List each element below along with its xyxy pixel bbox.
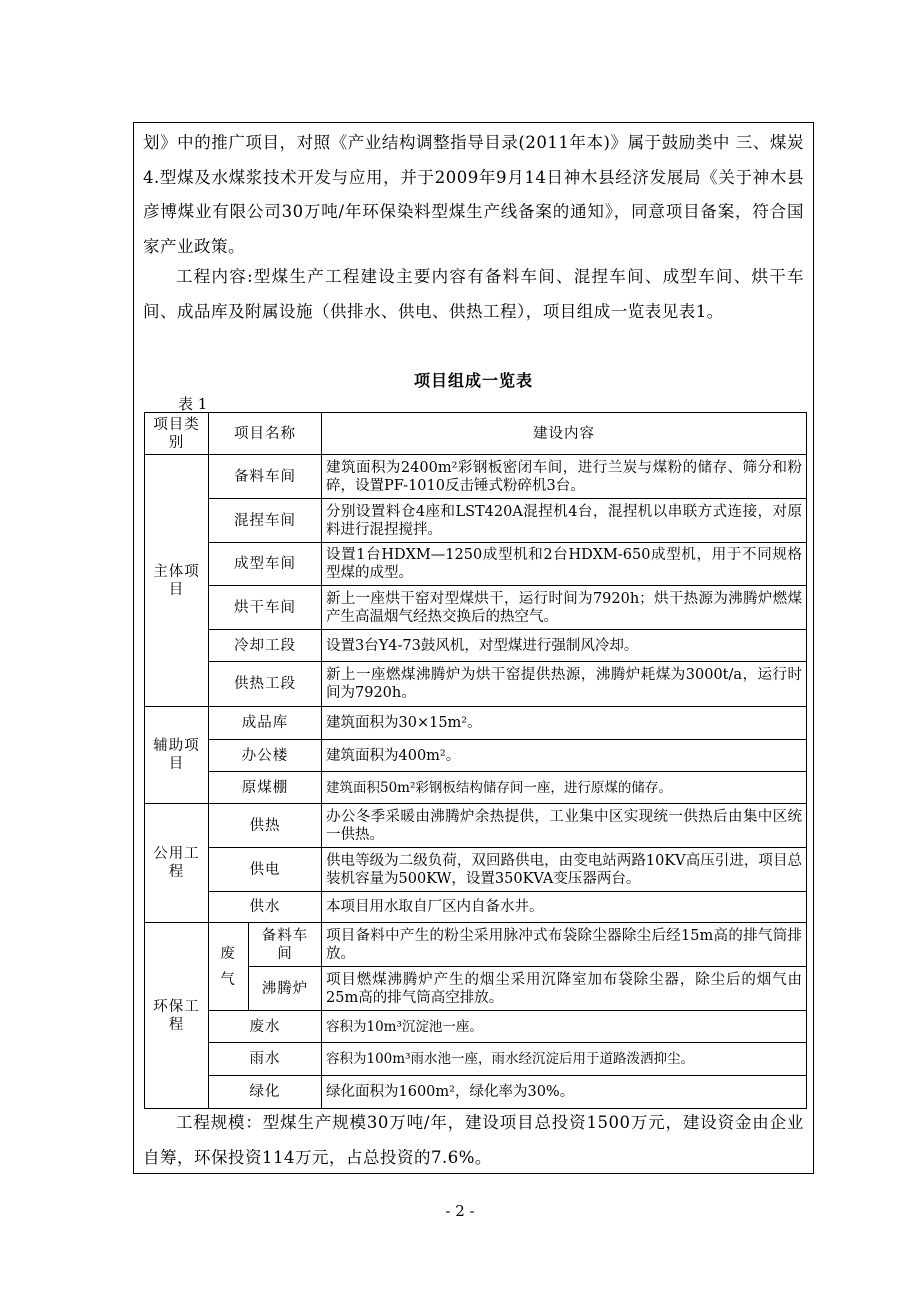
table-row — [145, 848, 807, 892]
table-row — [145, 740, 807, 772]
table-row — [145, 923, 807, 967]
subcategory-waste-gas: 废气 — [209, 923, 249, 1011]
row-name: 原煤棚 — [209, 772, 322, 804]
row-name: 烘干车间 — [209, 586, 322, 630]
row-name: 供热工段 — [209, 662, 322, 707]
row-name: 废水 — [209, 1011, 322, 1043]
table-label: 表 1 — [178, 395, 208, 413]
intro-paragraph: 划》中的推广项目，对照《产业结构调整指导目录(2011年本)》属于鼓励类中 三、煤炭 4.型煤及水煤浆技术开发与应用，并于2009年9月14日神木县经济发展局《关于神木县彦博煤业有限公司30万吨/年环保染料型煤生产线备案的通知》，同意项目备案，符合国家产业政策。 — [143, 133, 804, 256]
row-name: 绿化 — [209, 1076, 322, 1109]
row-content: 建筑面积50m²彩钢板结构储存间一座，进行原煤的储存。 — [322, 772, 807, 804]
row-content: 新上一座烘干窑对型煤烘干，运行时间为7920h；烘干热源为沸腾炉燃煤产生高温烟气经热交换后的热空气。 — [322, 586, 807, 630]
table-row — [145, 892, 807, 923]
row-name: 办公楼 — [209, 740, 322, 772]
row-name: 供水 — [209, 892, 322, 923]
table-row — [145, 455, 807, 499]
row-content: 容积为100m³雨水池一座，雨水经沉淀后用于道路泼洒抑尘。 — [322, 1043, 807, 1076]
header-category: 项目类别 — [145, 413, 209, 455]
row-content: 建筑面积为2400m²彩钢板密闭车间，进行兰炭与煤粉的储存、筛分和粉碎，设置PF-1010反击锤式粉碎机3台。 — [322, 455, 807, 499]
row-name: 混捏车间 — [209, 499, 322, 543]
table-row — [145, 772, 807, 804]
row-name: 沸腾炉 — [249, 967, 322, 1011]
page-number: - 2 - — [445, 1202, 475, 1220]
category-public: 公用工程 — [145, 804, 209, 923]
row-name: 供电 — [209, 848, 322, 892]
category-env: 环保工程 — [145, 923, 209, 1109]
table-row — [145, 499, 807, 543]
row-name: 备料车间 — [209, 455, 322, 499]
table-row — [145, 1076, 807, 1109]
header-content: 建设内容 — [322, 413, 807, 455]
row-content: 绿化面积为1600m²，绿化率为30%。 — [322, 1076, 807, 1109]
row-content: 新上一座燃煤沸腾炉为烘干窑提供热源，沸腾炉耗煤为3000t/a，运行时间为7920h。 — [322, 662, 807, 707]
row-content: 分别设置料仓4座和LST420A混捏机4台，混捏机以串联方式连接，对原料进行混捏搅拌。 — [322, 499, 807, 543]
row-content: 设置1台HDXM—1250成型机和2台HDXM-650成型机，用于不同规格型煤的成型。 — [322, 543, 807, 586]
table-row — [145, 804, 807, 848]
row-name: 冷却工段 — [209, 630, 322, 662]
content-paragraph: 工程内容:型煤生产工程建设主要内容有备料车间、混捏车间、成型车间、烘干车间、成品库及附属设施（供排水、供电、供热工程），项目组成一览表见表1。 — [143, 267, 804, 321]
row-name: 雨水 — [209, 1043, 322, 1076]
category-main: 主体项目 — [145, 455, 209, 707]
row-content: 项目燃煤沸腾炉产生的烟尘采用沉降室加布袋除尘器，除尘后的烟气由25m高的排气筒高空排放。 — [322, 967, 807, 1011]
row-content: 建筑面积为30×15m²。 — [322, 707, 807, 740]
table-header-row — [145, 413, 807, 455]
row-content: 本项目用水取自厂区内自备水井。 — [322, 892, 807, 923]
header-name: 项目名称 — [209, 413, 322, 455]
scale-paragraph: 工程规模：型煤生产规模30万吨/年，建设项目总投资1500万元，建设资金由企业自筹，环保投资114万元，占总投资的7.6%。 — [143, 1113, 804, 1167]
table-row — [145, 1011, 807, 1043]
row-name: 供热 — [209, 804, 322, 848]
table-row — [145, 707, 807, 740]
project-composition-table — [144, 412, 807, 1109]
row-content: 供电等级为二级负荷，双回路供电，由变电站两路10KV高压引进，项目总装机容量为500KW，设置350KVA变压器两台。 — [322, 848, 807, 892]
table-row — [145, 543, 807, 586]
page-frame — [133, 122, 814, 1174]
row-content: 办公冬季采暖由沸腾炉余热提供，工业集中区实现统一供热后由集中区统一供热。 — [322, 804, 807, 848]
row-content: 容积为10m³沉淀池一座。 — [322, 1011, 807, 1043]
row-content: 建筑面积为400m²。 — [322, 740, 807, 772]
row-name: 成型车间 — [209, 543, 322, 586]
row-name: 成品库 — [209, 707, 322, 740]
table-row — [145, 586, 807, 630]
table-row — [145, 1043, 807, 1076]
row-content: 项目备料中产生的粉尘采用脉冲式布袋除尘器除尘后经15m高的排气筒排放。 — [322, 923, 807, 967]
row-content: 设置3台Y4-73鼓风机，对型煤进行强制风冷却。 — [322, 630, 807, 662]
category-aux: 辅助项目 — [145, 707, 209, 804]
table-row — [145, 630, 807, 662]
table-title: 项目组成一览表 — [413, 371, 533, 390]
table-row — [145, 662, 807, 707]
row-name: 备料车间 — [249, 923, 322, 967]
